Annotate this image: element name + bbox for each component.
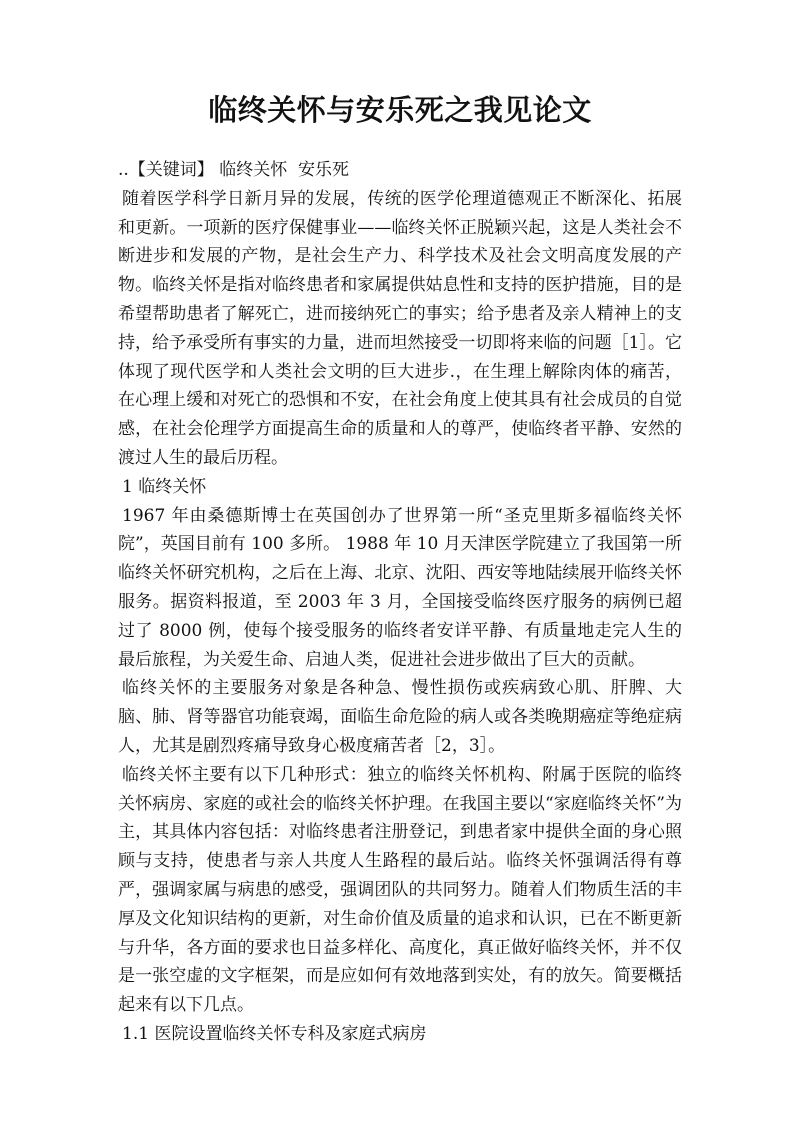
paragraph-intro: 随着医学科学日新月异的发展，传统的医学伦理道德观正不断深化、拓展和更新。一项新的医疗保健事业——临终关怀正脱颖兴起，这是人类社会不断进步和发展的产物，是社会生产力、科学技术及社会文明高度发展的产物。临终关怀是指对临终患者和家属提供姑息性和支持的医护措施，目的是希望帮助患者了解死亡，进而接纳死亡的事实；给予患者及亲人精神上的支持，给予承受所有事实的力量，进而坦然接受一切即将来临的问题［1］。它体现了现代医学和人类社会文明的巨大进步.，在生理上解除肉体的痛苦，在心理上缓和对死亡的恐惧和不安，在社会角度上使其具有社会成员的自觉感，在社会伦理学方面提高生命的质量和人的尊严，使临终者平静、安然的渡过人生的最后历程。 (118, 188, 682, 468)
paragraph-history: 1967 年由桑德斯博士在英国创办了世界第一所“圣克里斯多福临终关怀院”，英国目前有 100 多所。 1988 年 10 月天津医学院建立了我国第一所临终关怀研究机构，之后在上海、北京、沈阳、西安等地陆续展开临终关怀服务。据资料报道，至 2003 年 3 月，全国接受临终医疗服务的病例已超过了 8000 例，使每个接受服务的临终者安详平静、有质量地走完人生的最后旅程，为关爱生命、启迪人类，促进社会进步做出了巨大的贡献。 (118, 505, 682, 670)
paragraph-service-targets: 临终关怀的主要服务对象是各种急、慢性损伤或疾病致心肌、肝脾、大脑、肺、肾等器官功能衰竭，面临生命危险的病人或各类晚期癌症等绝症病人，尤其是剧烈疼痛导致身心极度痛苦者［2，3］。 (118, 678, 682, 756)
paragraph-forms: 临终关怀主要有以下几种形式：独立的临终关怀机构、附属于医院的临终关怀病房、家庭的或社会的临终关怀护理。在我国主要以“家庭临终关怀”为主，其具体内容包括：对临终患者注册登记，到患者家中提供全面的身心照顾与支持，使患者与亲人共度人生路程的最后站。临终关怀强调活得有尊严，强调家属与病患的感受，强调团队的共同努力。随着人们物质生活的丰厚及文化知识结构的更新，对生命价值及质量的追求和认识，已在不断更新与升华，各方面的要求也日益多样化、高度化，真正做好临终关怀，并不仅是一张空虚的文字框架，而是应如何有效地落到实处，有的放矢。简要概括起来有以下几点。 (118, 764, 682, 1016)
section-heading-1: 1 临终关怀 (122, 476, 207, 497)
keywords-line: ..【关键词】 临终关怀 安乐死 (118, 160, 350, 180)
section-heading-1-1: 1.1 医院设置临终关怀专科及家庭式病房 (122, 1023, 427, 1044)
document-title: 临终关怀与安乐死之我见论文 (208, 93, 592, 127)
document-body (118, 156, 682, 1049)
